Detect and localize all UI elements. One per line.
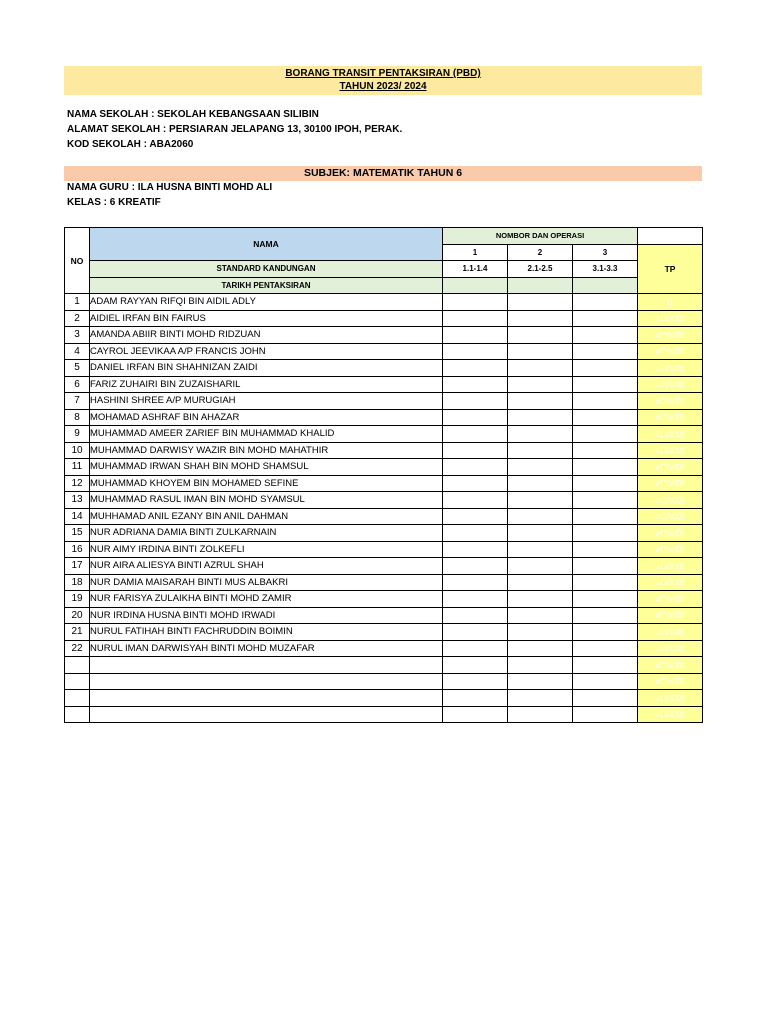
table-row bbox=[65, 376, 703, 393]
form-title-band bbox=[64, 66, 702, 95]
group-header: NOMBOR DAN OPERASI bbox=[443, 228, 638, 245]
tp-value: #DIV/0! bbox=[638, 541, 703, 558]
column-number-3: 3 bbox=[573, 244, 638, 261]
tarikh-cell-2[interactable] bbox=[508, 277, 573, 294]
table-row bbox=[65, 327, 703, 344]
score-cell-3[interactable] bbox=[573, 558, 638, 575]
row-number: 8 bbox=[65, 409, 90, 426]
table-row bbox=[65, 640, 703, 657]
table-row bbox=[65, 706, 703, 723]
tp-value: #DIV/0! bbox=[638, 343, 703, 360]
assessment-table bbox=[64, 227, 703, 723]
score-cell-1[interactable] bbox=[443, 442, 508, 459]
row-number: 1 bbox=[65, 294, 90, 311]
row-number: 13 bbox=[65, 492, 90, 509]
score-cell-1[interactable] bbox=[443, 690, 508, 707]
score-cell-1[interactable] bbox=[443, 574, 508, 591]
row-number: 6 bbox=[65, 376, 90, 393]
row-number bbox=[65, 673, 90, 690]
tp-value: #DIV/0! bbox=[638, 640, 703, 657]
row-number: 2 bbox=[65, 310, 90, 327]
standard-kandungan-label: STANDARD KANDUNGAN bbox=[90, 261, 443, 278]
row-number bbox=[65, 706, 90, 723]
score-cell-3[interactable] bbox=[573, 459, 638, 476]
score-cell-1[interactable] bbox=[443, 294, 508, 311]
table-row bbox=[65, 657, 703, 674]
row-number: 17 bbox=[65, 558, 90, 575]
row-number: 22 bbox=[65, 640, 90, 657]
form-title: BORANG TRANSIT PENTAKSIRAN (PBD) bbox=[285, 68, 481, 79]
score-cell-3[interactable] bbox=[573, 690, 638, 707]
tp-value: #DIV/0! bbox=[638, 657, 703, 674]
table-row bbox=[65, 442, 703, 459]
school-name: NAMA SEKOLAH : SEKOLAH KEBANGSAAN SILIBIN bbox=[67, 109, 319, 120]
row-number: 4 bbox=[65, 343, 90, 360]
score-cell-1[interactable] bbox=[443, 607, 508, 624]
score-cell-2[interactable] bbox=[508, 640, 573, 657]
score-cell-1[interactable] bbox=[443, 310, 508, 327]
score-cell-2[interactable] bbox=[508, 706, 573, 723]
score-cell-2[interactable] bbox=[508, 310, 573, 327]
tarikh-cell-1[interactable] bbox=[443, 277, 508, 294]
student-name: FARIZ ZUHAIRI BIN ZUZAISHARIL bbox=[90, 376, 443, 393]
student-name: DANIEL IRFAN BIN SHAHNIZAN ZAIDI bbox=[90, 360, 443, 377]
tp-value: #DIV/0! bbox=[638, 426, 703, 443]
score-cell-3[interactable] bbox=[573, 475, 638, 492]
form-year: TAHUN 2023/ 2024 bbox=[339, 81, 427, 92]
table-row bbox=[65, 459, 703, 476]
score-cell-1[interactable] bbox=[443, 492, 508, 509]
score-cell-1[interactable] bbox=[443, 426, 508, 443]
student-name: NUR DAMIA MAISARAH BINTI MUS ALBAKRI bbox=[90, 574, 443, 591]
table-row bbox=[65, 690, 703, 707]
student-name: CAYROL JEEVIKAA A/P FRANCIS JOHN bbox=[90, 343, 443, 360]
no-header: NO bbox=[65, 228, 90, 294]
student-name: MUHAMMAD KHOYEM BIN MOHAMED SEFINE bbox=[90, 475, 443, 492]
score-cell-1[interactable] bbox=[443, 640, 508, 657]
score-cell-2[interactable] bbox=[508, 360, 573, 377]
student-name: MUHAMMAD IRWAN SHAH BIN MOHD SHAMSUL bbox=[90, 459, 443, 476]
score-cell-1[interactable] bbox=[443, 393, 508, 410]
student-name: MUHHAMAD ANIL EZANY BIN ANIL DAHMAN bbox=[90, 508, 443, 525]
standard-1: 1.1-1.4 bbox=[443, 261, 508, 278]
student-name bbox=[90, 690, 443, 707]
score-cell-2[interactable] bbox=[508, 541, 573, 558]
score-cell-2[interactable] bbox=[508, 690, 573, 707]
tp-value: #DIV/0! bbox=[638, 442, 703, 459]
student-name bbox=[90, 673, 443, 690]
score-cell-2[interactable] bbox=[508, 607, 573, 624]
tp-value: #DIV/0! bbox=[638, 574, 703, 591]
row-number: 15 bbox=[65, 525, 90, 542]
tp-value: 0 bbox=[638, 294, 703, 311]
student-name: NURUL FATIHAH BINTI FACHRUDDIN BOIMIN bbox=[90, 624, 443, 641]
student-name: NUR IRDINA HUSNA BINTI MOHD IRWADI bbox=[90, 607, 443, 624]
tp-value: #DIV/0! bbox=[638, 327, 703, 344]
student-name: NUR ADRIANA DAMIA BINTI ZULKARNAIN bbox=[90, 525, 443, 542]
group-header-spacer bbox=[638, 228, 703, 245]
row-number: 11 bbox=[65, 459, 90, 476]
score-cell-3[interactable] bbox=[573, 409, 638, 426]
score-cell-2[interactable] bbox=[508, 442, 573, 459]
score-cell-3[interactable] bbox=[573, 376, 638, 393]
row-number: 21 bbox=[65, 624, 90, 641]
score-cell-2[interactable] bbox=[508, 393, 573, 410]
tp-value: #DIV/0! bbox=[638, 360, 703, 377]
score-cell-3[interactable] bbox=[573, 426, 638, 443]
tarikh-cell-3[interactable] bbox=[573, 277, 638, 294]
table-row bbox=[65, 525, 703, 542]
score-cell-3[interactable] bbox=[573, 574, 638, 591]
row-number: 10 bbox=[65, 442, 90, 459]
row-number: 12 bbox=[65, 475, 90, 492]
score-cell-3[interactable] bbox=[573, 624, 638, 641]
score-cell-3[interactable] bbox=[573, 706, 638, 723]
student-name: NURUL IMAN DARWISYAH BINTI MOHD MUZAFAR bbox=[90, 640, 443, 657]
score-cell-2[interactable] bbox=[508, 459, 573, 476]
score-cell-3[interactable] bbox=[573, 508, 638, 525]
score-cell-2[interactable] bbox=[508, 673, 573, 690]
score-cell-1[interactable] bbox=[443, 409, 508, 426]
score-cell-2[interactable] bbox=[508, 574, 573, 591]
tp-value: #DIV/0! bbox=[638, 376, 703, 393]
table-row bbox=[65, 624, 703, 641]
score-cell-3[interactable] bbox=[573, 492, 638, 509]
tp-value: #DIV/0! bbox=[638, 393, 703, 410]
name-header: NAMA bbox=[90, 228, 443, 261]
score-cell-3[interactable] bbox=[573, 541, 638, 558]
table-row bbox=[65, 673, 703, 690]
score-cell-1[interactable] bbox=[443, 475, 508, 492]
standard-2: 2.1-2.5 bbox=[508, 261, 573, 278]
student-name: NUR AIMY IRDINA BINTI ZOLKEFLI bbox=[90, 541, 443, 558]
score-cell-3[interactable] bbox=[573, 525, 638, 542]
student-name: NUR AIRA ALIESYA BINTI AZRUL SHAH bbox=[90, 558, 443, 575]
table-row bbox=[65, 310, 703, 327]
row-number: 16 bbox=[65, 541, 90, 558]
table-row bbox=[65, 393, 703, 410]
score-cell-3[interactable] bbox=[573, 294, 638, 311]
score-cell-3[interactable] bbox=[573, 657, 638, 674]
row-number: 7 bbox=[65, 393, 90, 410]
tp-value: #DIV/0! bbox=[638, 607, 703, 624]
score-cell-2[interactable] bbox=[508, 508, 573, 525]
school-code: KOD SEKOLAH : ABA2060 bbox=[67, 139, 194, 150]
standard-3: 3.1-3.3 bbox=[573, 261, 638, 278]
tarikh-pentaksiran-label: TARIKH PENTAKSIRAN bbox=[90, 277, 443, 294]
student-name: HASHINI SHREE A/P MURUGIAH bbox=[90, 393, 443, 410]
score-cell-1[interactable] bbox=[443, 459, 508, 476]
student-name bbox=[90, 657, 443, 674]
table-row bbox=[65, 294, 703, 311]
score-cell-2[interactable] bbox=[508, 426, 573, 443]
teacher-name: NAMA GURU : ILA HUSNA BINTI MOHD ALI bbox=[67, 182, 273, 193]
tp-value: #DIV/0! bbox=[638, 690, 703, 707]
student-name: MUHAMMAD DARWISY WAZIR BIN MOHD MAHATHIR bbox=[90, 442, 443, 459]
tp-value: #DIV/0! bbox=[638, 624, 703, 641]
score-cell-3[interactable] bbox=[573, 442, 638, 459]
student-name: ADAM RAYYAN RIFQI BIN AIDIL ADLY bbox=[90, 294, 443, 311]
tp-value: #DIV/0! bbox=[638, 459, 703, 476]
row-number: 5 bbox=[65, 360, 90, 377]
score-cell-1[interactable] bbox=[443, 541, 508, 558]
student-rows bbox=[65, 294, 703, 723]
student-name: MUHAMMAD RASUL IMAN BIN MOHD SYAMSUL bbox=[90, 492, 443, 509]
row-number: 9 bbox=[65, 426, 90, 443]
score-cell-2[interactable] bbox=[508, 376, 573, 393]
tp-value: #DIV/0! bbox=[638, 508, 703, 525]
tp-value: #DIV/0! bbox=[638, 310, 703, 327]
table-row bbox=[65, 541, 703, 558]
score-cell-1[interactable] bbox=[443, 508, 508, 525]
score-cell-1[interactable] bbox=[443, 558, 508, 575]
tp-value: #DIV/0! bbox=[638, 673, 703, 690]
student-name bbox=[90, 706, 443, 723]
tp-value: #DIV/0! bbox=[638, 475, 703, 492]
score-cell-3[interactable] bbox=[573, 343, 638, 360]
score-cell-1[interactable] bbox=[443, 376, 508, 393]
score-cell-2[interactable] bbox=[508, 525, 573, 542]
score-cell-1[interactable] bbox=[443, 360, 508, 377]
row-number bbox=[65, 690, 90, 707]
table-row bbox=[65, 360, 703, 377]
row-number bbox=[65, 657, 90, 674]
tp-value: #DIV/0! bbox=[638, 558, 703, 575]
table-row bbox=[65, 426, 703, 443]
row-number: 19 bbox=[65, 591, 90, 608]
student-name: AIDIEL IRFAN BIN FAIRUS bbox=[90, 310, 443, 327]
column-number-1: 1 bbox=[443, 244, 508, 261]
score-cell-2[interactable] bbox=[508, 343, 573, 360]
score-cell-1[interactable] bbox=[443, 591, 508, 608]
student-name: MOHAMAD ASHRAF BIN AHAZAR bbox=[90, 409, 443, 426]
score-cell-1[interactable] bbox=[443, 706, 508, 723]
score-cell-1[interactable] bbox=[443, 624, 508, 641]
score-cell-2[interactable] bbox=[508, 409, 573, 426]
score-cell-2[interactable] bbox=[508, 624, 573, 641]
tp-value: #DIV/0! bbox=[638, 525, 703, 542]
score-cell-1[interactable] bbox=[443, 327, 508, 344]
score-cell-2[interactable] bbox=[508, 327, 573, 344]
student-name: NUR FARISYA ZULAIKHA BINTI MOHD ZAMIR bbox=[90, 591, 443, 608]
score-cell-2[interactable] bbox=[508, 294, 573, 311]
table-row bbox=[65, 591, 703, 608]
score-cell-2[interactable] bbox=[508, 657, 573, 674]
table-row bbox=[65, 574, 703, 591]
table-row bbox=[65, 343, 703, 360]
student-name: MUHAMMAD AMEER ZARIEF BIN MUHAMMAD KHALID bbox=[90, 426, 443, 443]
score-cell-3[interactable] bbox=[573, 607, 638, 624]
row-number: 18 bbox=[65, 574, 90, 591]
score-cell-1[interactable] bbox=[443, 657, 508, 674]
score-cell-3[interactable] bbox=[573, 640, 638, 657]
table-row bbox=[65, 607, 703, 624]
table-row bbox=[65, 492, 703, 509]
tp-value: #DIV/0! bbox=[638, 492, 703, 509]
table-row bbox=[65, 508, 703, 525]
tp-value: #DIV/0! bbox=[638, 409, 703, 426]
row-number: 14 bbox=[65, 508, 90, 525]
tp-value: #DIV/0! bbox=[638, 591, 703, 608]
score-cell-1[interactable] bbox=[443, 343, 508, 360]
score-cell-2[interactable] bbox=[508, 475, 573, 492]
score-cell-3[interactable] bbox=[573, 393, 638, 410]
score-cell-2[interactable] bbox=[508, 558, 573, 575]
score-cell-3[interactable] bbox=[573, 327, 638, 344]
score-cell-2[interactable] bbox=[508, 492, 573, 509]
score-cell-1[interactable] bbox=[443, 673, 508, 690]
student-name: AMANDA ABIIR BINTI MOHD RIDZUAN bbox=[90, 327, 443, 344]
score-cell-2[interactable] bbox=[508, 591, 573, 608]
score-cell-3[interactable] bbox=[573, 310, 638, 327]
table-row bbox=[65, 475, 703, 492]
tp-value: #DIV/0! bbox=[638, 706, 703, 723]
score-cell-1[interactable] bbox=[443, 525, 508, 542]
table-row bbox=[65, 409, 703, 426]
column-number-2: 2 bbox=[508, 244, 573, 261]
score-cell-3[interactable] bbox=[573, 591, 638, 608]
school-address: ALAMAT SEKOLAH : PERSIARAN JELAPANG 13, 30100 IPOH, PERAK. bbox=[67, 124, 403, 135]
score-cell-3[interactable] bbox=[573, 360, 638, 377]
class-name: KELAS : 6 KREATIF bbox=[67, 197, 161, 208]
table-row bbox=[65, 558, 703, 575]
score-cell-3[interactable] bbox=[573, 673, 638, 690]
row-number: 3 bbox=[65, 327, 90, 344]
subject-band: SUBJEK: MATEMATIK TAHUN 6 bbox=[64, 166, 702, 181]
tp-header: TP bbox=[638, 244, 703, 294]
row-number: 20 bbox=[65, 607, 90, 624]
